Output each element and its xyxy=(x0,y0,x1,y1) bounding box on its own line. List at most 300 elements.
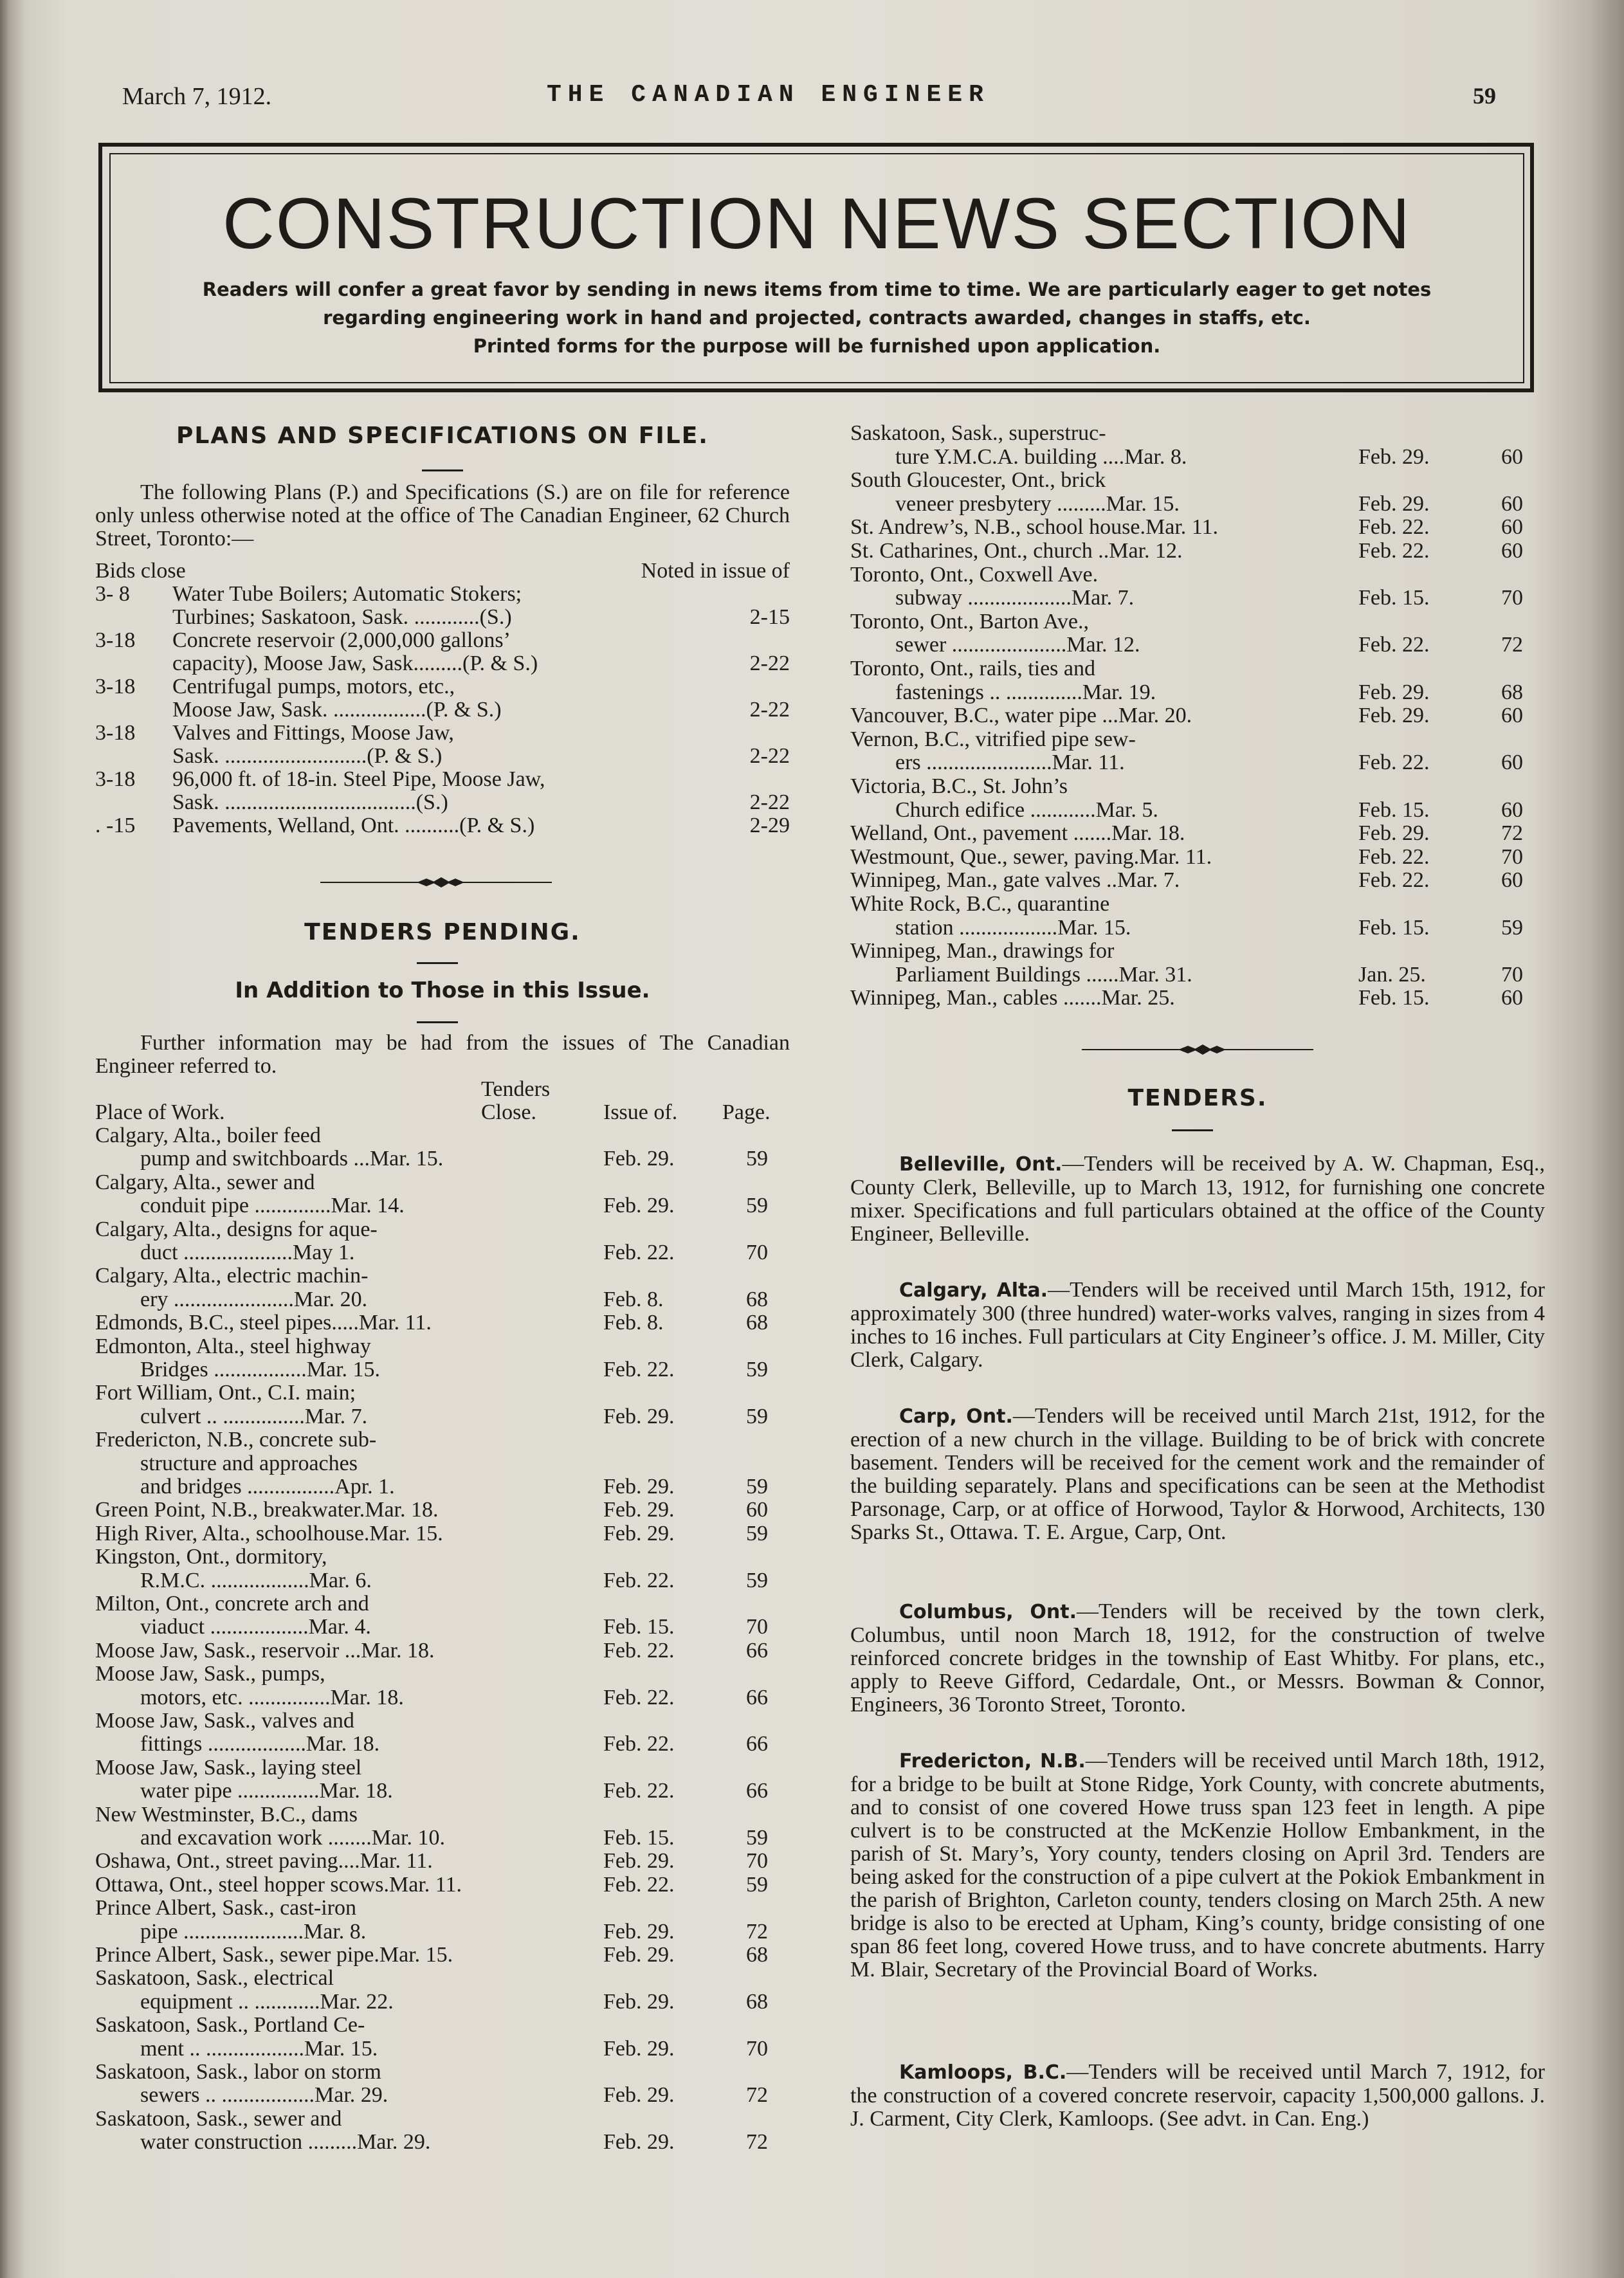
table-row xyxy=(95,1756,790,1780)
page-header: Page. xyxy=(722,1100,771,1124)
page-ref: 68 xyxy=(746,1989,768,2014)
issue-date: Feb. 22. xyxy=(603,1732,675,1756)
place-of-work: pump and switchboards ...Mar. 15. xyxy=(140,1147,444,1171)
page-ref: 59 xyxy=(746,1568,768,1592)
table-row xyxy=(95,1944,790,1967)
plans-description: 96,000 ft. of 18-in. Steel Pipe, Moose Jaw, xyxy=(172,767,545,791)
noted-issue: 2-29 xyxy=(749,814,790,837)
place-of-work: Bridges .................Mar. 15. xyxy=(140,1358,381,1381)
issue-date: Feb. 29. xyxy=(603,1147,675,1171)
place-of-work: motors, etc. ...............Mar. 18. xyxy=(140,1685,404,1709)
table-row-continued xyxy=(95,2131,790,2154)
page-ref: 59 xyxy=(746,1872,768,1897)
table-row xyxy=(95,2108,790,2131)
issue-date: Feb. 22. xyxy=(603,1872,675,1897)
page-ref: 60 xyxy=(1501,515,1523,540)
table-row xyxy=(95,1873,790,1897)
place-of-work: ture Y.M.C.A. building ....Mar. 8. xyxy=(895,444,1187,469)
table-row xyxy=(850,469,1545,492)
plans-intro: The following Plans (P.) and Specifications (S.) are on file for reference only unless otherwise noted at the office of The Canadian Engineer, 62 Church Street, Toronto:— xyxy=(95,480,790,551)
plans-description-continued: Sask. ..........................(P. & S.) xyxy=(172,744,442,768)
issue-date: Feb. 15. xyxy=(1358,797,1430,822)
issue-date: Feb. 29. xyxy=(1358,821,1430,846)
plans-row xyxy=(95,722,790,745)
page-ref: 70 xyxy=(746,1615,768,1639)
tenders-pending-intro: Further information may be had from the issues of The Canadian Engineer referred to. xyxy=(95,1031,790,1078)
bids-close-date: 3-18 xyxy=(95,628,136,652)
tender-notice xyxy=(850,1749,1545,1982)
tender-notice xyxy=(850,2061,1545,2131)
table-row xyxy=(95,1381,790,1405)
table-row xyxy=(850,422,1545,445)
table-row xyxy=(95,1335,790,1358)
rule xyxy=(417,1021,458,1023)
issue-date: Feb. 29. xyxy=(603,1194,675,1218)
tenders-close-header-line2: Close. xyxy=(481,1100,536,1124)
page-ref: 68 xyxy=(746,1287,768,1311)
issue-date: Feb. 8. xyxy=(603,1287,664,1311)
table-row-continued xyxy=(95,1241,790,1264)
tender-notice xyxy=(850,1600,1545,1717)
bids-close-date: 3-18 xyxy=(95,767,136,791)
page-ref: 70 xyxy=(746,2036,768,2061)
table-row-continued xyxy=(850,751,1545,774)
ornament-divider xyxy=(1082,1042,1313,1057)
page-ref: 60 xyxy=(1501,704,1523,728)
place-of-work: Saskatoon, Sask., sewer and xyxy=(95,2106,342,2131)
page-ref: 66 xyxy=(746,1779,768,1803)
page-ref: 70 xyxy=(746,1241,768,1264)
page-ref: 60 xyxy=(1501,751,1523,775)
table-row-continued xyxy=(95,2037,790,2061)
plans-row-continued xyxy=(95,791,790,814)
table-row-continued xyxy=(850,916,1545,940)
tender-text: —Tenders will be received until March 18th, 1912, for a bridge to be built at Stone Ridge, York County, with concrete abutments, and to consist of one covered Howe truss span 123 feet in length. A pipe culvert is to be constructed at the McKenzie Hollow Embankment, in the parish of St. Mary’s, Yory county, tenders closing on April 3rd. Tenders are being asked for the construction of a pipe culvert at the Pokiok Embankment in the parish of Brighton, Carleton county, tenders closing on March 25th. A new bridge is also to be erected at Upham, King’s county, bridge consisting of one span 86 feet long, covered Howe truss, and to have concrete abutments. Harry M. Blair, Secretary of the Provincial Board of Works. xyxy=(850,1749,1545,1982)
place-of-work: Toronto, Ont., Coxwell Ave. xyxy=(850,562,1099,587)
tender-notice xyxy=(850,1279,1545,1372)
place-of-work: structure and approaches xyxy=(140,1451,358,1475)
place-of-work: equipment .. ............Mar. 22. xyxy=(140,1989,394,2014)
issue-date: Feb. 22. xyxy=(1358,751,1430,775)
table-row-continued xyxy=(850,963,1545,987)
place-of-work: veneer presbytery .........Mar. 15. xyxy=(895,491,1180,516)
issue-date: Feb. 22. xyxy=(603,1638,675,1663)
page-ref: 70 xyxy=(746,1849,768,1873)
place-of-work: High River, Alta., schoolhouse.Mar. 15. xyxy=(95,1521,443,1545)
issue-date: Feb. 15. xyxy=(1358,986,1430,1010)
issue-date: Feb. 29. xyxy=(603,1919,675,1944)
issue-date: Feb. 22. xyxy=(1358,539,1430,563)
place-of-work: R.M.C. ..................Mar. 6. xyxy=(140,1568,372,1592)
page-ref: 60 xyxy=(1501,444,1523,469)
noted-issue: 2-15 xyxy=(749,605,790,629)
page-ref: 59 xyxy=(746,1521,768,1545)
issue-date: Feb. 29. xyxy=(603,1404,675,1428)
table-row xyxy=(95,1218,790,1241)
table-row-continued xyxy=(95,1991,790,2014)
table-row xyxy=(95,2014,790,2037)
tender-place: Columbus, Ont. xyxy=(899,1601,1077,1623)
issue-date: Feb. 15. xyxy=(603,1826,675,1850)
table-row-continued xyxy=(850,633,1545,657)
page-ref: 68 xyxy=(746,1311,768,1335)
issue-date: Feb. 29. xyxy=(1358,491,1430,516)
place-of-work: and bridges ................Apr. 1. xyxy=(140,1475,395,1499)
table-row-continued xyxy=(95,1780,790,1803)
page-ref: 60 xyxy=(1501,868,1523,893)
place-of-work: subway ...................Mar. 7. xyxy=(895,586,1135,610)
table-row-continued xyxy=(95,1616,790,1639)
banner-line: Readers will confer a great favor by sending in news items from time to time. We are particularly eager to get notes xyxy=(202,278,1432,300)
page-ref: 66 xyxy=(746,1732,768,1756)
table-row xyxy=(95,1264,790,1288)
plans-description-continued: Moose Jaw, Sask. .................(P. & S.) xyxy=(172,698,502,722)
place-of-work: Toronto, Ont., Barton Ave., xyxy=(850,609,1089,633)
place-of-work: Green Point, N.B., breakwater.Mar. 18. xyxy=(95,1498,439,1522)
page-ref: 66 xyxy=(746,1685,768,1709)
table-row xyxy=(850,940,1545,963)
issue-date: Feb. 22. xyxy=(1358,633,1430,657)
table-row-continued xyxy=(95,1147,790,1171)
table-row xyxy=(95,1803,790,1827)
issue-date: Feb. 29. xyxy=(603,1943,675,1967)
tender-text: —Tenders will be received until March 21st, 1912, for the erection of a new church in the village. Building to be of brick with concrete basement. Tenders will be received for the cement work and the remainder of the building separately. Plans and specifications can be seen at the Methodist Parsonage, Carp, or at office of Horwood, Taylor & Horwood, Architects, 130 Sparks St., Ottawa. T. E. Argue, Carp, Ont. xyxy=(850,1404,1545,1544)
rule xyxy=(417,962,458,964)
table-row xyxy=(850,704,1545,727)
place-of-work: Saskatoon, Sask., superstruc- xyxy=(850,421,1106,445)
place-of-work: Victoria, B.C., St. John’s xyxy=(850,774,1068,798)
tender-place: Kamloops, B.C. xyxy=(899,2061,1067,2084)
place-of-work: Winnipeg, Man., cables .......Mar. 25. xyxy=(850,986,1175,1010)
page-ref: 70 xyxy=(1501,844,1523,869)
plans-description: Valves and Fittings, Moose Jaw, xyxy=(172,721,454,745)
place-of-work: sewers .. .................Mar. 29. xyxy=(140,2083,388,2108)
plans-row-continued xyxy=(95,698,790,722)
place-of-work: sewer .....................Mar. 12. xyxy=(895,633,1140,657)
place-of-work: Edmonds, B.C., steel pipes.....Mar. 11. xyxy=(95,1311,432,1335)
page-ref: 59 xyxy=(746,1475,768,1499)
banner-line: regarding engineering work in hand and projected, contracts awarded, changes in staffs, etc. xyxy=(323,307,1311,329)
page-ref: 72 xyxy=(746,2130,768,2155)
place-of-work: New Westminster, B.C., dams xyxy=(95,1802,358,1827)
issue-date: Feb. 22. xyxy=(1358,515,1430,540)
issue-date: Feb. 22. xyxy=(603,1685,675,1709)
place-header: Place of Work. xyxy=(95,1100,225,1124)
ornament-divider xyxy=(320,875,552,890)
table-row xyxy=(850,869,1545,892)
noted-issue: 2-22 xyxy=(749,698,790,722)
issue-date: Feb. 29. xyxy=(603,2083,675,2108)
bids-close-date: 3- 8 xyxy=(95,582,130,606)
place-of-work: St. Andrew’s, N.B., school house.Mar. 11. xyxy=(850,515,1219,540)
page-ref: 60 xyxy=(746,1498,768,1522)
place-of-work: Prince Albert, Sask., sewer pipe.Mar. 15. xyxy=(95,1943,453,1967)
noted-issue: 2-22 xyxy=(749,652,790,675)
tender-text: —Tenders will be received until March 7, 1912, for the construction of a covered concrete reservoir, capacity 1,500,000 gallons. J. J. Carment, City Clerk, Kamloops. (See advt. in Can. Eng.) xyxy=(850,2060,1546,2131)
table-row xyxy=(95,1124,790,1147)
page-ref: 59 xyxy=(746,1358,768,1381)
tender-notice xyxy=(850,1153,1545,1246)
page-ref: 59 xyxy=(746,1147,768,1171)
tender-text: —Tenders will be received by the town clerk, Columbus, until noon March 18, 1912, for the construction of twelve reinforced concrete bridges in the township of East Whitby. For plans, etc., apply to Reeve Gifford, Cedardale, Ont., or Messrs. Bowman & Connor, Engineers, 36 Toronto Street, Toronto. xyxy=(850,1599,1545,1717)
table-row xyxy=(850,563,1545,587)
place-of-work: Winnipeg, Man., drawings for xyxy=(850,939,1115,963)
place-of-work: Toronto, Ont., rails, ties and xyxy=(850,657,1096,680)
table-row xyxy=(850,987,1545,1010)
issue-header: Issue of. xyxy=(603,1100,678,1124)
table-row xyxy=(850,846,1545,869)
place-of-work: conduit pipe ..............Mar. 14. xyxy=(140,1194,405,1218)
issue-date: Feb. 8. xyxy=(603,1311,664,1335)
banner-line: Printed forms for the purpose will be furnished upon application. xyxy=(473,335,1161,357)
plans-description-continued: Sask. ...................................(S.) xyxy=(172,790,448,814)
table-row-continued xyxy=(95,1405,790,1428)
issue-date: Feb. 22. xyxy=(603,1358,675,1381)
plans-row-continued xyxy=(95,606,790,629)
tender-place: Fredericton, N.B. xyxy=(899,1750,1086,1772)
table-row xyxy=(95,1311,790,1335)
noted-issue-header: Noted in issue of xyxy=(641,559,790,583)
page-ref: 59 xyxy=(746,1194,768,1218)
issue-date: Feb. 29. xyxy=(1358,444,1430,469)
table-row xyxy=(95,2061,790,2084)
issue-date: Feb. 29. xyxy=(603,1849,675,1873)
place-of-work: Vernon, B.C., vitrified pipe sew- xyxy=(850,727,1136,751)
place-of-work: Winnipeg, Man., gate valves ..Mar. 7. xyxy=(850,868,1180,893)
table-row xyxy=(95,1850,790,1873)
table-row-continued xyxy=(95,1452,790,1475)
place-of-work: Edmonton, Alta., steel highway xyxy=(95,1334,371,1358)
table-row-continued xyxy=(95,1686,790,1709)
issue-date: Feb. 22. xyxy=(1358,868,1430,893)
page-ref: 59 xyxy=(746,1404,768,1428)
journal-title: THE CANADIAN ENGINEER xyxy=(547,81,990,109)
issue-date: Feb. 29. xyxy=(603,1989,675,2014)
place-of-work: Fredericton, N.B., concrete sub- xyxy=(95,1428,377,1452)
place-of-work: Church edifice ............Mar. 5. xyxy=(895,797,1158,822)
page-ref: 60 xyxy=(1501,491,1523,516)
noted-issue: 2-22 xyxy=(749,744,790,768)
place-of-work: water pipe ...............Mar. 18. xyxy=(140,1779,393,1803)
bids-close-header: Bids close xyxy=(95,559,186,583)
tenders-pending-heading: TENDERS PENDING. xyxy=(304,919,581,945)
place-of-work: Westmount, Que., sewer, paving.Mar. 11. xyxy=(850,844,1212,869)
table-row xyxy=(95,1897,790,1920)
issue-date: Feb. 29. xyxy=(603,2036,675,2061)
issue-date: Feb. 29. xyxy=(603,2130,675,2155)
place-of-work: Moose Jaw, Sask., valves and xyxy=(95,1709,354,1733)
plans-row xyxy=(95,768,790,791)
tenders-pending-subheading: In Addition to Those in this Issue. xyxy=(235,978,650,1003)
table-row-continued xyxy=(850,446,1545,469)
place-of-work: ery ......................Mar. 20. xyxy=(140,1287,368,1311)
table-row xyxy=(95,1171,790,1194)
issue-date: Feb. 15. xyxy=(1358,915,1430,940)
bids-close-date: 3-18 xyxy=(95,675,136,698)
plans-description: Centrifugal pumps, motors, etc., xyxy=(172,675,455,698)
table-row-continued xyxy=(95,1288,790,1311)
table-column-headers xyxy=(95,1101,790,1124)
table-row-continued xyxy=(95,1358,790,1381)
page-number: 59 xyxy=(1473,83,1496,109)
place-of-work: Saskatoon, Sask., labor on storm xyxy=(95,2060,381,2084)
table-row-continued xyxy=(850,681,1545,704)
table-row xyxy=(850,657,1545,680)
table-row xyxy=(850,728,1545,751)
page-ref: 72 xyxy=(1501,821,1523,846)
place-of-work: Oshawa, Ont., street paving....Mar. 11. xyxy=(95,1849,433,1873)
page-ref: 72 xyxy=(746,1919,768,1944)
table-column-headers xyxy=(95,1078,790,1101)
issue-date: Feb. 15. xyxy=(603,1615,675,1639)
place-of-work: fittings ..................Mar. 18. xyxy=(140,1732,380,1756)
plans-row xyxy=(95,675,790,698)
place-of-work: Fort William, Ont., C.I. main; xyxy=(95,1381,356,1405)
issue-date: Feb. 22. xyxy=(1358,844,1430,869)
issue-date: Feb. 22. xyxy=(603,1568,675,1592)
place-of-work: St. Catharines, Ont., church ..Mar. 12. xyxy=(850,539,1183,563)
table-row xyxy=(850,775,1545,798)
place-of-work: Welland, Ont., pavement .......Mar. 18. xyxy=(850,821,1185,846)
table-row-continued xyxy=(95,1475,790,1499)
tender-text: —Tenders will be received by A. W. Chapman, Esq., County Clerk, Belleville, up to March 13, 1912, for furnishing one concrete mixer. Specifications and full particulars obtained at the office of the County Engineer, Belleville. xyxy=(850,1152,1545,1246)
table-row xyxy=(850,893,1545,916)
table-row-continued xyxy=(95,1194,790,1217)
plans-row-continued xyxy=(95,652,790,675)
table-row xyxy=(95,1522,790,1545)
page-ref: 59 xyxy=(746,1826,768,1850)
place-of-work: Vancouver, B.C., water pipe ...Mar. 20. xyxy=(850,704,1192,728)
bids-close-date: . -15 xyxy=(95,814,136,837)
page-ref: 72 xyxy=(1501,633,1523,657)
issue-date: Jan. 25. xyxy=(1358,962,1426,987)
place-of-work: Calgary, Alta., designs for aque- xyxy=(95,1217,378,1241)
issue-date: Feb. 29. xyxy=(1358,680,1430,704)
table-row xyxy=(95,1967,790,1990)
plans-row xyxy=(95,583,790,606)
place-of-work: Parliament Buildings ......Mar. 31. xyxy=(895,962,1192,987)
place-of-work: Moose Jaw, Sask., reservoir ...Mar. 18. xyxy=(95,1638,435,1663)
plans-row-continued xyxy=(95,745,790,768)
page-ref: 70 xyxy=(1501,962,1523,987)
table-row xyxy=(95,1428,790,1452)
bids-close-date: 3-18 xyxy=(95,721,136,745)
place-of-work: Saskatoon, Sask., electrical xyxy=(95,1966,334,1991)
tender-text: —Tenders will be received until March 15th, 1912, for approximately 300 (three hundred) water-works valves, ranging in sizes from 4 inches to 16 inches. Full particulars at City Engineer’s office. J. M. Miller, City Clerk, Calgary. xyxy=(850,1278,1546,1372)
place-of-work: water construction .........Mar. 29. xyxy=(140,2130,431,2155)
place-of-work: Calgary, Alta., electric machin- xyxy=(95,1264,369,1288)
place-of-work: Kingston, Ont., dormitory, xyxy=(95,1545,327,1569)
table-row-continued xyxy=(850,493,1545,516)
place-of-work: culvert .. ...............Mar. 7. xyxy=(140,1404,368,1428)
table-row xyxy=(850,610,1545,633)
plans-row xyxy=(95,629,790,652)
place-of-work: station ..................Mar. 15. xyxy=(895,915,1131,940)
page-ref: 70 xyxy=(1501,586,1523,610)
table-row xyxy=(95,1709,790,1733)
plans-description-continued: capacity), Moose Jaw, Sask.........(P. & S.) xyxy=(172,652,538,675)
place-of-work: ment .. ..................Mar. 15. xyxy=(140,2036,378,2061)
noted-issue: 2-22 xyxy=(749,790,790,814)
page-ref: 60 xyxy=(1501,797,1523,822)
plans-row xyxy=(95,814,790,837)
table-row xyxy=(850,516,1545,539)
table-row xyxy=(95,1639,790,1663)
table-row xyxy=(95,1592,790,1616)
place-of-work: Moose Jaw, Sask., pumps, xyxy=(95,1662,325,1686)
table-row-continued xyxy=(850,587,1545,610)
issue-date: Feb. 22. xyxy=(603,1779,675,1803)
issue-date: Feb. 15. xyxy=(1358,586,1430,610)
issue-date: Feb. 29. xyxy=(1358,704,1430,728)
place-of-work: fastenings .. ..............Mar. 19. xyxy=(895,680,1156,704)
plans-column-headers xyxy=(95,560,790,583)
tender-place: Calgary, Alta. xyxy=(899,1279,1048,1302)
table-row-continued xyxy=(95,1920,790,1944)
place-of-work: Prince Albert, Sask., cast-iron xyxy=(95,1896,357,1920)
tender-notice xyxy=(850,1405,1545,1544)
table-row xyxy=(95,1499,790,1522)
table-row xyxy=(95,1545,790,1569)
place-of-work: ers .......................Mar. 11. xyxy=(895,751,1125,775)
place-of-work: Moose Jaw, Sask., laying steel xyxy=(95,1755,362,1780)
table-row xyxy=(850,540,1545,563)
place-of-work: Ottawa, Ont., steel hopper scows.Mar. 11. xyxy=(95,1872,462,1897)
plans-description: Concrete reservoir (2,000,000 gallons’ xyxy=(172,628,511,652)
issue-date: Feb. 29. xyxy=(603,1498,675,1522)
banner-notice xyxy=(111,275,1523,360)
page-ref: 66 xyxy=(746,1638,768,1663)
page-ref: 68 xyxy=(746,1943,768,1967)
table-row-continued xyxy=(850,799,1545,822)
page-ref: 72 xyxy=(746,2083,768,2108)
table-row-continued xyxy=(95,1827,790,1850)
banner-title: CONSTRUCTION NEWS SECTION xyxy=(222,183,1412,264)
page-ref: 68 xyxy=(1501,680,1523,704)
table-row-continued xyxy=(95,1569,790,1592)
place-of-work: White Rock, B.C., quarantine xyxy=(850,892,1110,916)
table-row-continued xyxy=(95,2084,790,2107)
place-of-work: viaduct ..................Mar. 4. xyxy=(140,1615,371,1639)
table-row xyxy=(95,1663,790,1686)
table-row-continued xyxy=(95,1733,790,1756)
tenders-heading: TENDERS. xyxy=(1127,1085,1268,1111)
tenders-close-header-line1: Tenders xyxy=(481,1077,551,1101)
tender-place: Belleville, Ont. xyxy=(899,1153,1063,1176)
banner xyxy=(109,153,1524,383)
page-ref: 60 xyxy=(1501,539,1523,563)
issue-date: Feb. 29. xyxy=(603,1475,675,1499)
page-ref: 59 xyxy=(1501,915,1523,940)
page-ref: 60 xyxy=(1501,986,1523,1010)
header-date: March 7, 1912. xyxy=(122,83,272,110)
place-of-work: pipe ......................Mar. 8. xyxy=(140,1919,367,1944)
place-of-work: Saskatoon, Sask., Portland Ce- xyxy=(95,2013,365,2037)
place-of-work: Calgary, Alta., sewer and xyxy=(95,1170,315,1194)
plans-description: Water Tube Boilers; Automatic Stokers; xyxy=(172,582,522,606)
plans-heading: PLANS AND SPECIFICATIONS ON FILE. xyxy=(176,423,709,449)
issue-date: Feb. 29. xyxy=(603,1521,675,1545)
issue-date: Feb. 22. xyxy=(603,1241,675,1264)
place-of-work: and excavation work ........Mar. 10. xyxy=(140,1826,445,1850)
place-of-work: Calgary, Alta., boiler feed xyxy=(95,1124,321,1147)
table-row xyxy=(850,822,1545,845)
rule xyxy=(422,469,463,471)
plans-description: Pavements, Welland, Ont. ..........(P. & S.) xyxy=(172,814,535,837)
place-of-work: South Gloucester, Ont., brick xyxy=(850,468,1106,493)
tender-place: Carp, Ont. xyxy=(899,1405,1013,1428)
place-of-work: duct ....................May 1. xyxy=(140,1241,355,1264)
